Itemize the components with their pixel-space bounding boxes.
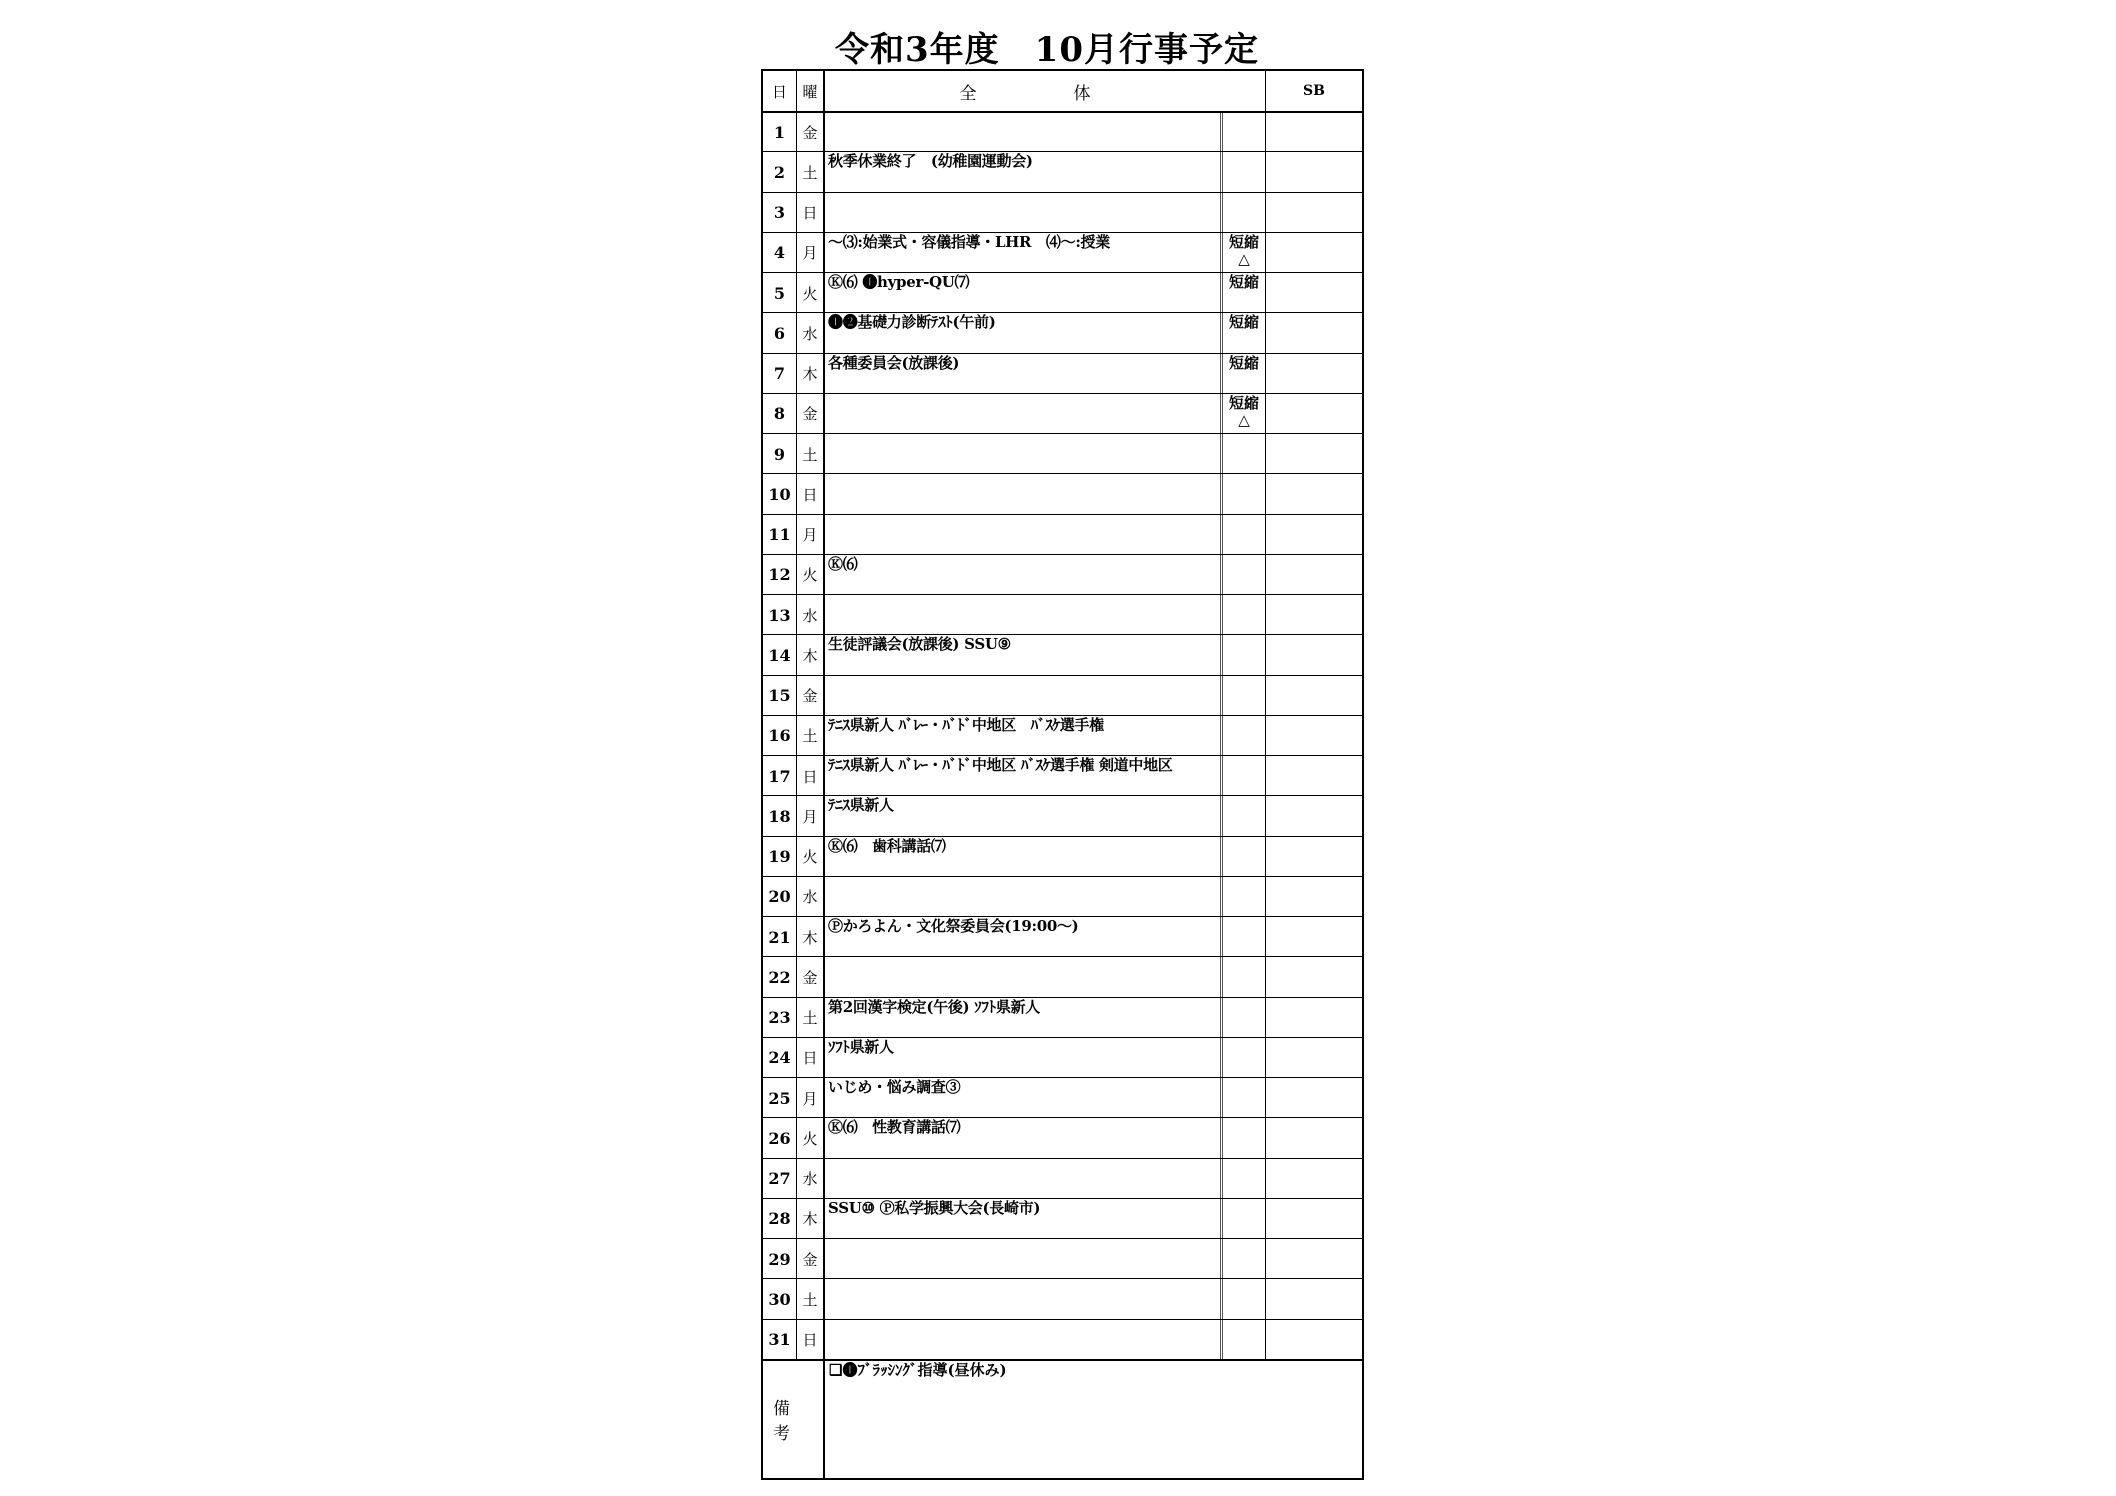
table-row bbox=[763, 634, 1362, 675]
event-text: 第2回漢字検定(午後) ｿﾌﾄ県新人 bbox=[825, 998, 1223, 1038]
event-text bbox=[825, 1320, 1223, 1360]
shortened-mark bbox=[1223, 1038, 1266, 1078]
event-text bbox=[825, 515, 1223, 555]
sb-cell bbox=[1266, 1199, 1362, 1239]
day-number: 26 bbox=[763, 1118, 797, 1158]
table-header bbox=[763, 71, 1362, 111]
shortened-mark bbox=[1223, 1078, 1266, 1118]
sb-cell bbox=[1266, 1078, 1362, 1118]
sb-cell bbox=[1266, 1159, 1362, 1199]
weekday: 日 bbox=[797, 1320, 825, 1360]
day-number: 22 bbox=[763, 957, 797, 997]
shortened-mark bbox=[1223, 152, 1266, 192]
sb-cell bbox=[1266, 676, 1362, 716]
weekday: 土 bbox=[797, 716, 825, 756]
day-number: 30 bbox=[763, 1279, 797, 1319]
sb-cell bbox=[1266, 113, 1362, 152]
shortened-mark bbox=[1223, 1320, 1266, 1360]
sb-cell bbox=[1266, 474, 1362, 514]
table-row bbox=[763, 1278, 1362, 1319]
event-text bbox=[825, 394, 1223, 434]
day-number: 5 bbox=[763, 273, 797, 313]
weekday: 日 bbox=[797, 756, 825, 796]
table-row bbox=[763, 312, 1362, 353]
shortened-mark bbox=[1223, 193, 1266, 233]
table-row bbox=[763, 1158, 1362, 1199]
weekday: 金 bbox=[797, 113, 825, 152]
event-text: Ⓚ⑹ 性教育講話⑺ bbox=[825, 1118, 1223, 1158]
weekday: 水 bbox=[797, 1159, 825, 1199]
event-text: ﾃﾆｽ県新人 bbox=[825, 796, 1223, 836]
shortened-mark bbox=[1223, 1199, 1266, 1239]
table-row bbox=[763, 192, 1362, 233]
sb-cell bbox=[1266, 273, 1362, 313]
table-row bbox=[763, 554, 1362, 595]
shortened-mark bbox=[1223, 957, 1266, 997]
weekday: 火 bbox=[797, 1118, 825, 1158]
day-number: 7 bbox=[763, 354, 797, 394]
table-row bbox=[763, 997, 1362, 1038]
event-text: 生徒評議会(放課後) SSU⑨ bbox=[825, 635, 1223, 675]
shortened-mark: 短縮 △ bbox=[1223, 233, 1266, 273]
weekday: 月 bbox=[797, 1078, 825, 1118]
weekday: 金 bbox=[797, 676, 825, 716]
sb-cell bbox=[1266, 796, 1362, 836]
shortened-mark bbox=[1223, 555, 1266, 595]
shortened-mark bbox=[1223, 1159, 1266, 1199]
event-text bbox=[825, 113, 1223, 152]
table-row bbox=[763, 393, 1362, 434]
shortened-mark bbox=[1223, 917, 1266, 957]
table-row bbox=[763, 956, 1362, 997]
table-row bbox=[763, 594, 1362, 635]
day-number: 24 bbox=[763, 1038, 797, 1078]
sb-cell bbox=[1266, 1118, 1362, 1158]
weekday: 日 bbox=[797, 193, 825, 233]
event-text: いじめ・悩み調査③ bbox=[825, 1078, 1223, 1118]
weekday: 日 bbox=[797, 1038, 825, 1078]
event-text: ～⑶:始業式・容儀指導・LHR ⑷～:授業 bbox=[825, 233, 1223, 273]
day-number: 6 bbox=[763, 313, 797, 353]
day-number: 11 bbox=[763, 515, 797, 555]
shortened-mark bbox=[1223, 1118, 1266, 1158]
table-row bbox=[763, 836, 1362, 877]
day-number: 15 bbox=[763, 676, 797, 716]
shortened-mark bbox=[1223, 595, 1266, 635]
sb-cell bbox=[1266, 1320, 1362, 1360]
sb-cell bbox=[1266, 193, 1362, 233]
shortened-mark bbox=[1223, 716, 1266, 756]
weekday: 月 bbox=[797, 796, 825, 836]
header-weekday: 曜 bbox=[797, 71, 825, 111]
table-row bbox=[763, 1077, 1362, 1118]
table-row bbox=[763, 1198, 1362, 1239]
shortened-mark bbox=[1223, 515, 1266, 555]
event-text: Ⓚ⑹ 歯科講話⑺ bbox=[825, 837, 1223, 877]
sb-cell bbox=[1266, 917, 1362, 957]
day-number: 9 bbox=[763, 434, 797, 474]
event-text bbox=[825, 434, 1223, 474]
table-row bbox=[763, 675, 1362, 716]
day-number: 18 bbox=[763, 796, 797, 836]
day-number: 20 bbox=[763, 877, 797, 917]
table-row bbox=[763, 1319, 1362, 1360]
header-day: 日 bbox=[763, 71, 797, 111]
weekday: 水 bbox=[797, 595, 825, 635]
weekday: 金 bbox=[797, 957, 825, 997]
weekday: 木 bbox=[797, 917, 825, 957]
event-text: Ⓟかろよん・文化祭委員会(19:00～) bbox=[825, 917, 1223, 957]
table-row bbox=[763, 1117, 1362, 1158]
shortened-mark bbox=[1223, 676, 1266, 716]
page-title: 令和3年度 10月行事予定 bbox=[835, 30, 1259, 70]
sb-cell bbox=[1266, 877, 1362, 917]
day-number: 14 bbox=[763, 635, 797, 675]
weekday: 土 bbox=[797, 152, 825, 192]
day-number: 28 bbox=[763, 1199, 797, 1239]
weekday: 月 bbox=[797, 233, 825, 273]
sb-cell bbox=[1266, 152, 1362, 192]
day-number: 27 bbox=[763, 1159, 797, 1199]
weekday: 土 bbox=[797, 1279, 825, 1319]
table-row bbox=[763, 876, 1362, 917]
table-row bbox=[763, 1238, 1362, 1279]
table-row bbox=[763, 514, 1362, 555]
remarks-label: 備考 bbox=[763, 1361, 825, 1478]
sb-cell bbox=[1266, 1239, 1362, 1279]
day-number: 1 bbox=[763, 113, 797, 152]
day-number: 3 bbox=[763, 193, 797, 233]
sb-cell bbox=[1266, 555, 1362, 595]
weekday: 土 bbox=[797, 998, 825, 1038]
table-row bbox=[763, 755, 1362, 796]
sb-cell bbox=[1266, 515, 1362, 555]
shortened-mark: 短縮 bbox=[1223, 354, 1266, 394]
schedule-table bbox=[761, 69, 1364, 1480]
day-number: 17 bbox=[763, 756, 797, 796]
day-number: 21 bbox=[763, 917, 797, 957]
event-text: ﾃﾆｽ県新人 ﾊﾞﾚｰ・ﾊﾞﾄﾞ中地区 ﾊﾞｽｹ選手権 bbox=[825, 716, 1223, 756]
weekday: 金 bbox=[797, 1239, 825, 1279]
event-text bbox=[825, 474, 1223, 514]
weekday: 火 bbox=[797, 837, 825, 877]
sb-cell bbox=[1266, 998, 1362, 1038]
event-text: ﾃﾆｽ県新人 ﾊﾞﾚｰ・ﾊﾞﾄﾞ中地区 ﾊﾞｽｹ選手権 剣道中地区 bbox=[825, 756, 1223, 796]
table-row bbox=[763, 353, 1362, 394]
shortened-mark bbox=[1223, 1239, 1266, 1279]
day-number: 12 bbox=[763, 555, 797, 595]
table-row bbox=[763, 151, 1362, 192]
weekday: 土 bbox=[797, 434, 825, 474]
table-row bbox=[763, 433, 1362, 474]
shortened-mark: 短縮 bbox=[1223, 313, 1266, 353]
event-text bbox=[825, 595, 1223, 635]
weekday: 月 bbox=[797, 515, 825, 555]
shortened-mark bbox=[1223, 635, 1266, 675]
shortened-mark: 短縮 bbox=[1223, 273, 1266, 313]
day-number: 8 bbox=[763, 394, 797, 434]
day-number: 23 bbox=[763, 998, 797, 1038]
shortened-mark bbox=[1223, 434, 1266, 474]
weekday: 日 bbox=[797, 474, 825, 514]
header-all: 全 体 bbox=[825, 71, 1266, 111]
event-text: Ⓚ⑹ bbox=[825, 555, 1223, 595]
event-text: ｿﾌﾄ県新人 bbox=[825, 1038, 1223, 1078]
table-row bbox=[763, 1037, 1362, 1078]
day-number: 4 bbox=[763, 233, 797, 273]
sb-cell bbox=[1266, 756, 1362, 796]
event-text bbox=[825, 676, 1223, 716]
sb-cell bbox=[1266, 957, 1362, 997]
shortened-mark bbox=[1223, 796, 1266, 836]
event-text bbox=[825, 1159, 1223, 1199]
event-text bbox=[825, 1239, 1223, 1279]
sb-cell bbox=[1266, 595, 1362, 635]
weekday: 火 bbox=[797, 555, 825, 595]
sb-cell bbox=[1266, 233, 1362, 273]
event-text: 各種委員会(放課後) bbox=[825, 354, 1223, 394]
sb-cell bbox=[1266, 1038, 1362, 1078]
sb-cell bbox=[1266, 354, 1362, 394]
shortened-mark bbox=[1223, 113, 1266, 152]
event-text: Ⓚ⑹ ❶hyper-QU⑺ bbox=[825, 273, 1223, 313]
day-number: 29 bbox=[763, 1239, 797, 1279]
sb-cell bbox=[1266, 837, 1362, 877]
table-row bbox=[763, 111, 1362, 152]
shortened-mark bbox=[1223, 756, 1266, 796]
day-number: 2 bbox=[763, 152, 797, 192]
remarks-row bbox=[763, 1359, 1362, 1478]
event-text bbox=[825, 957, 1223, 997]
day-number: 31 bbox=[763, 1320, 797, 1360]
weekday: 火 bbox=[797, 273, 825, 313]
event-text: ❶❷基礎力診断ﾃｽﾄ(午前) bbox=[825, 313, 1223, 353]
remarks-text: ❏❶ﾌﾞﾗｯｼﾝｸﾞ指導(昼休み) bbox=[829, 1360, 1007, 1379]
sb-cell bbox=[1266, 313, 1362, 353]
day-number: 10 bbox=[763, 474, 797, 514]
weekday: 水 bbox=[797, 877, 825, 917]
sb-cell bbox=[1266, 635, 1362, 675]
header-sb: SB bbox=[1303, 83, 1325, 99]
table-row bbox=[763, 795, 1362, 836]
weekday: 木 bbox=[797, 354, 825, 394]
weekday: 水 bbox=[797, 313, 825, 353]
sb-cell bbox=[1266, 394, 1362, 434]
shortened-mark bbox=[1223, 837, 1266, 877]
shortened-mark bbox=[1223, 1279, 1266, 1319]
shortened-mark: 短縮 △ bbox=[1223, 394, 1266, 434]
event-text bbox=[825, 877, 1223, 917]
table-row bbox=[763, 272, 1362, 313]
day-number: 25 bbox=[763, 1078, 797, 1118]
event-text bbox=[825, 193, 1223, 233]
weekday: 木 bbox=[797, 635, 825, 675]
shortened-mark bbox=[1223, 998, 1266, 1038]
table-row bbox=[763, 715, 1362, 756]
table-row bbox=[763, 473, 1362, 514]
weekday: 金 bbox=[797, 394, 825, 434]
day-number: 13 bbox=[763, 595, 797, 635]
event-text: SSU⑩ Ⓟ私学振興大会(長崎市) bbox=[825, 1199, 1223, 1239]
shortened-mark bbox=[1223, 877, 1266, 917]
table-row bbox=[763, 916, 1362, 957]
sb-cell bbox=[1266, 716, 1362, 756]
weekday: 木 bbox=[797, 1199, 825, 1239]
shortened-mark bbox=[1223, 474, 1266, 514]
table-row bbox=[763, 232, 1362, 273]
sb-cell bbox=[1266, 434, 1362, 474]
sb-cell bbox=[1266, 1279, 1362, 1319]
event-text: 秋季休業終了 (幼稚園運動会) bbox=[825, 152, 1223, 192]
day-number: 16 bbox=[763, 716, 797, 756]
event-text bbox=[825, 1279, 1223, 1319]
day-number: 19 bbox=[763, 837, 797, 877]
